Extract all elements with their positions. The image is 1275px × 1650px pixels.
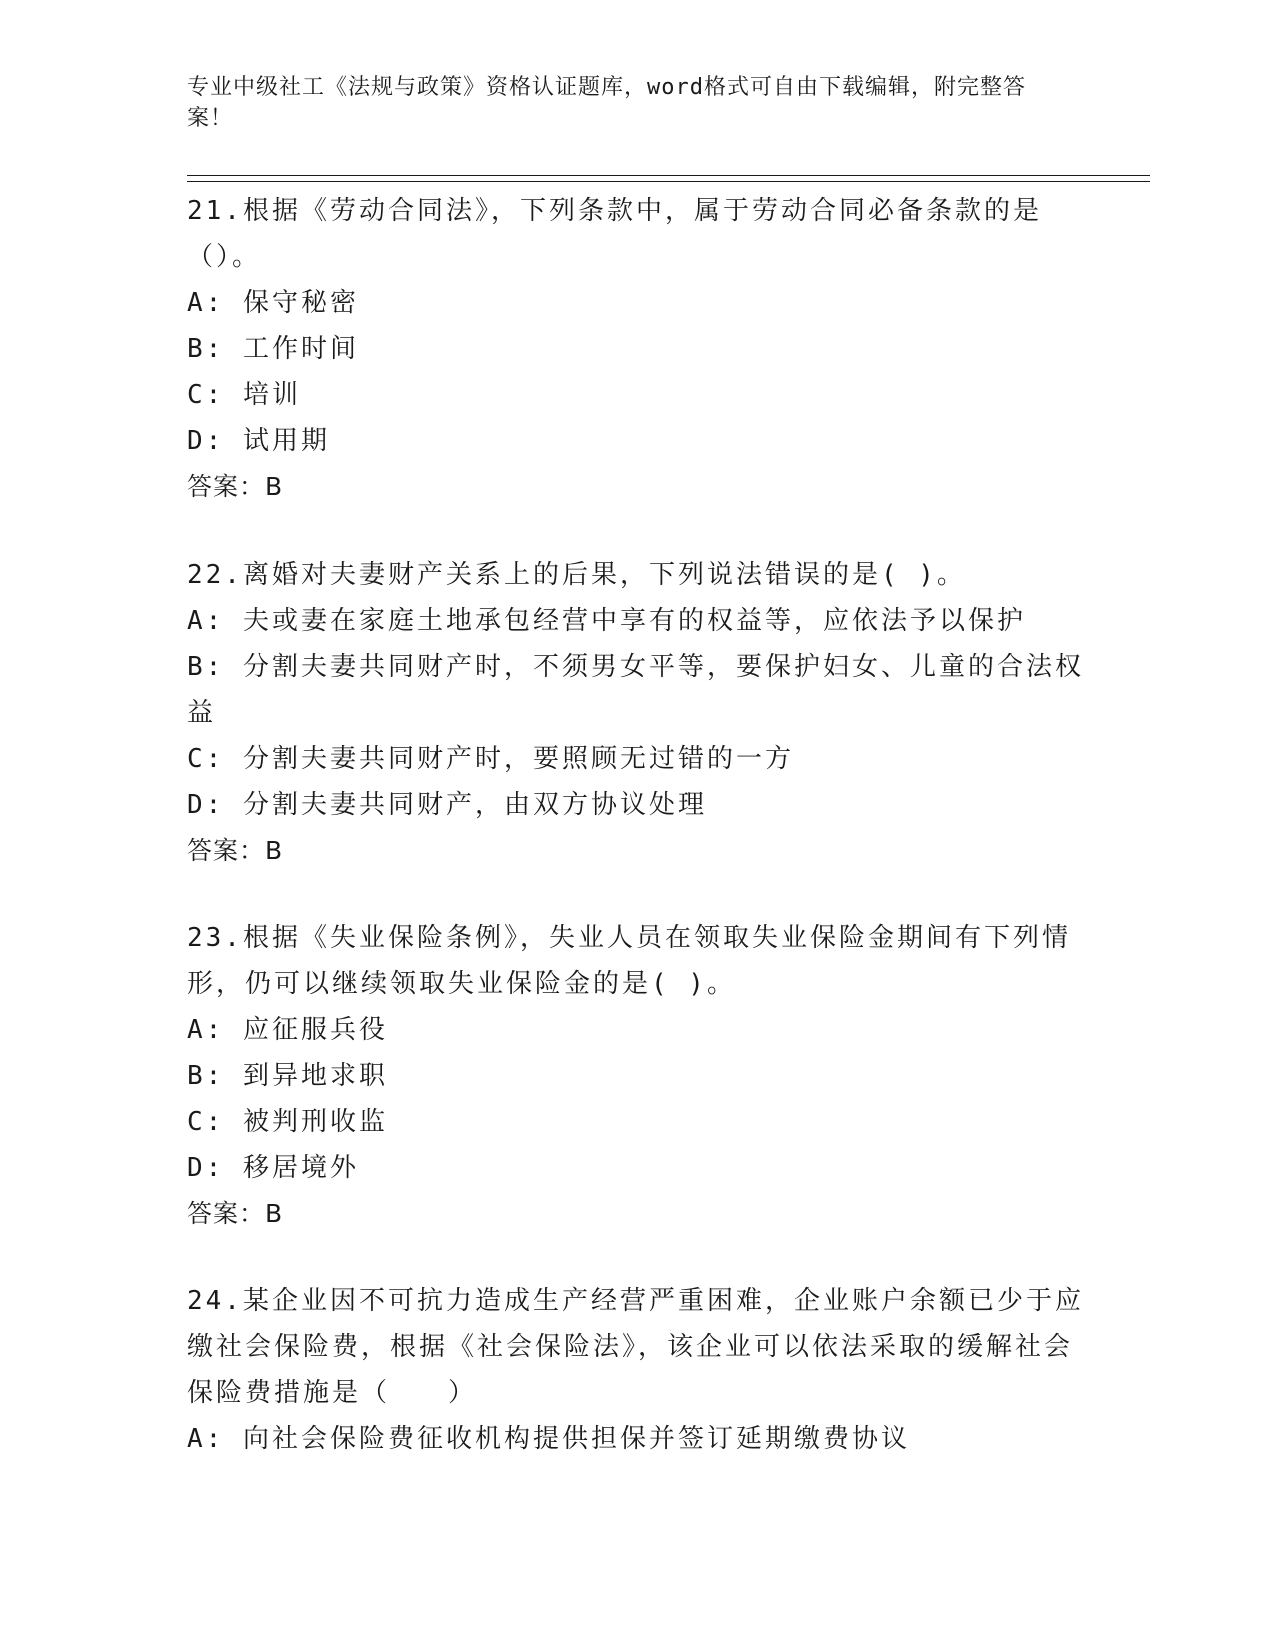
option-c: C: 分割夫妻共同财产时，要照顾无过错的一方: [187, 744, 794, 774]
answer-line: 答案：B: [187, 1199, 284, 1228]
question-23: [187, 915, 1087, 1237]
option-b: B: 工作时间: [187, 334, 359, 364]
option-a: A: 向社会保险费征收机构提供担保并签订延期缴费协议: [187, 1424, 910, 1454]
header-divider-bottom: [187, 181, 1150, 182]
question-21: [187, 188, 1087, 510]
question-text: 21.根据《劳动合同法》，下列条款中，属于劳动合同必备条款的是（）。: [187, 196, 1042, 272]
header-divider-top: [187, 175, 1150, 176]
question-22: [187, 552, 1087, 874]
question-24: [187, 1278, 1087, 1462]
answer-line: 答案：B: [187, 836, 284, 865]
option-c: C: 培训: [187, 380, 301, 410]
question-text: 23.根据《失业保险条例》，失业人员在领取失业保险金期间有下列情形，仍可以继续领取失业保险金的是( )。: [187, 923, 1071, 999]
option-a: A: 夫或妻在家庭土地承包经营中享有的权益等，应依法予以保护: [187, 606, 1026, 636]
option-d: D: 试用期: [187, 426, 330, 456]
option-c: C: 被判刑收监: [187, 1107, 388, 1137]
option-a: A: 保守秘密: [187, 288, 359, 318]
option-b: B: 到异地求职: [187, 1061, 388, 1091]
option-d: D: 移居境外: [187, 1153, 359, 1183]
option-a: A: 应征服兵役: [187, 1015, 388, 1045]
option-b: B: 分割夫妻共同财产时，不须男女平等，要保护妇女、儿童的合法权益: [187, 652, 1084, 728]
question-text: 24.某企业因不可抗力造成生产经营严重困难，企业账户余额已少于应缴社会保险费，根据《社会保险法》，该企业可以依法采取的缓解社会保险费措施是（ ）: [187, 1286, 1084, 1408]
option-d: D: 分割夫妻共同财产，由双方协议处理: [187, 790, 707, 820]
question-text: 22.离婚对夫妻财产关系上的后果，下列说法错误的是( )。: [187, 560, 966, 590]
answer-line: 答案：B: [187, 472, 284, 501]
document-header: 专业中级社工《法规与政策》资格认证题库，word格式可自由下载编辑，附完整答案！: [187, 75, 1026, 131]
